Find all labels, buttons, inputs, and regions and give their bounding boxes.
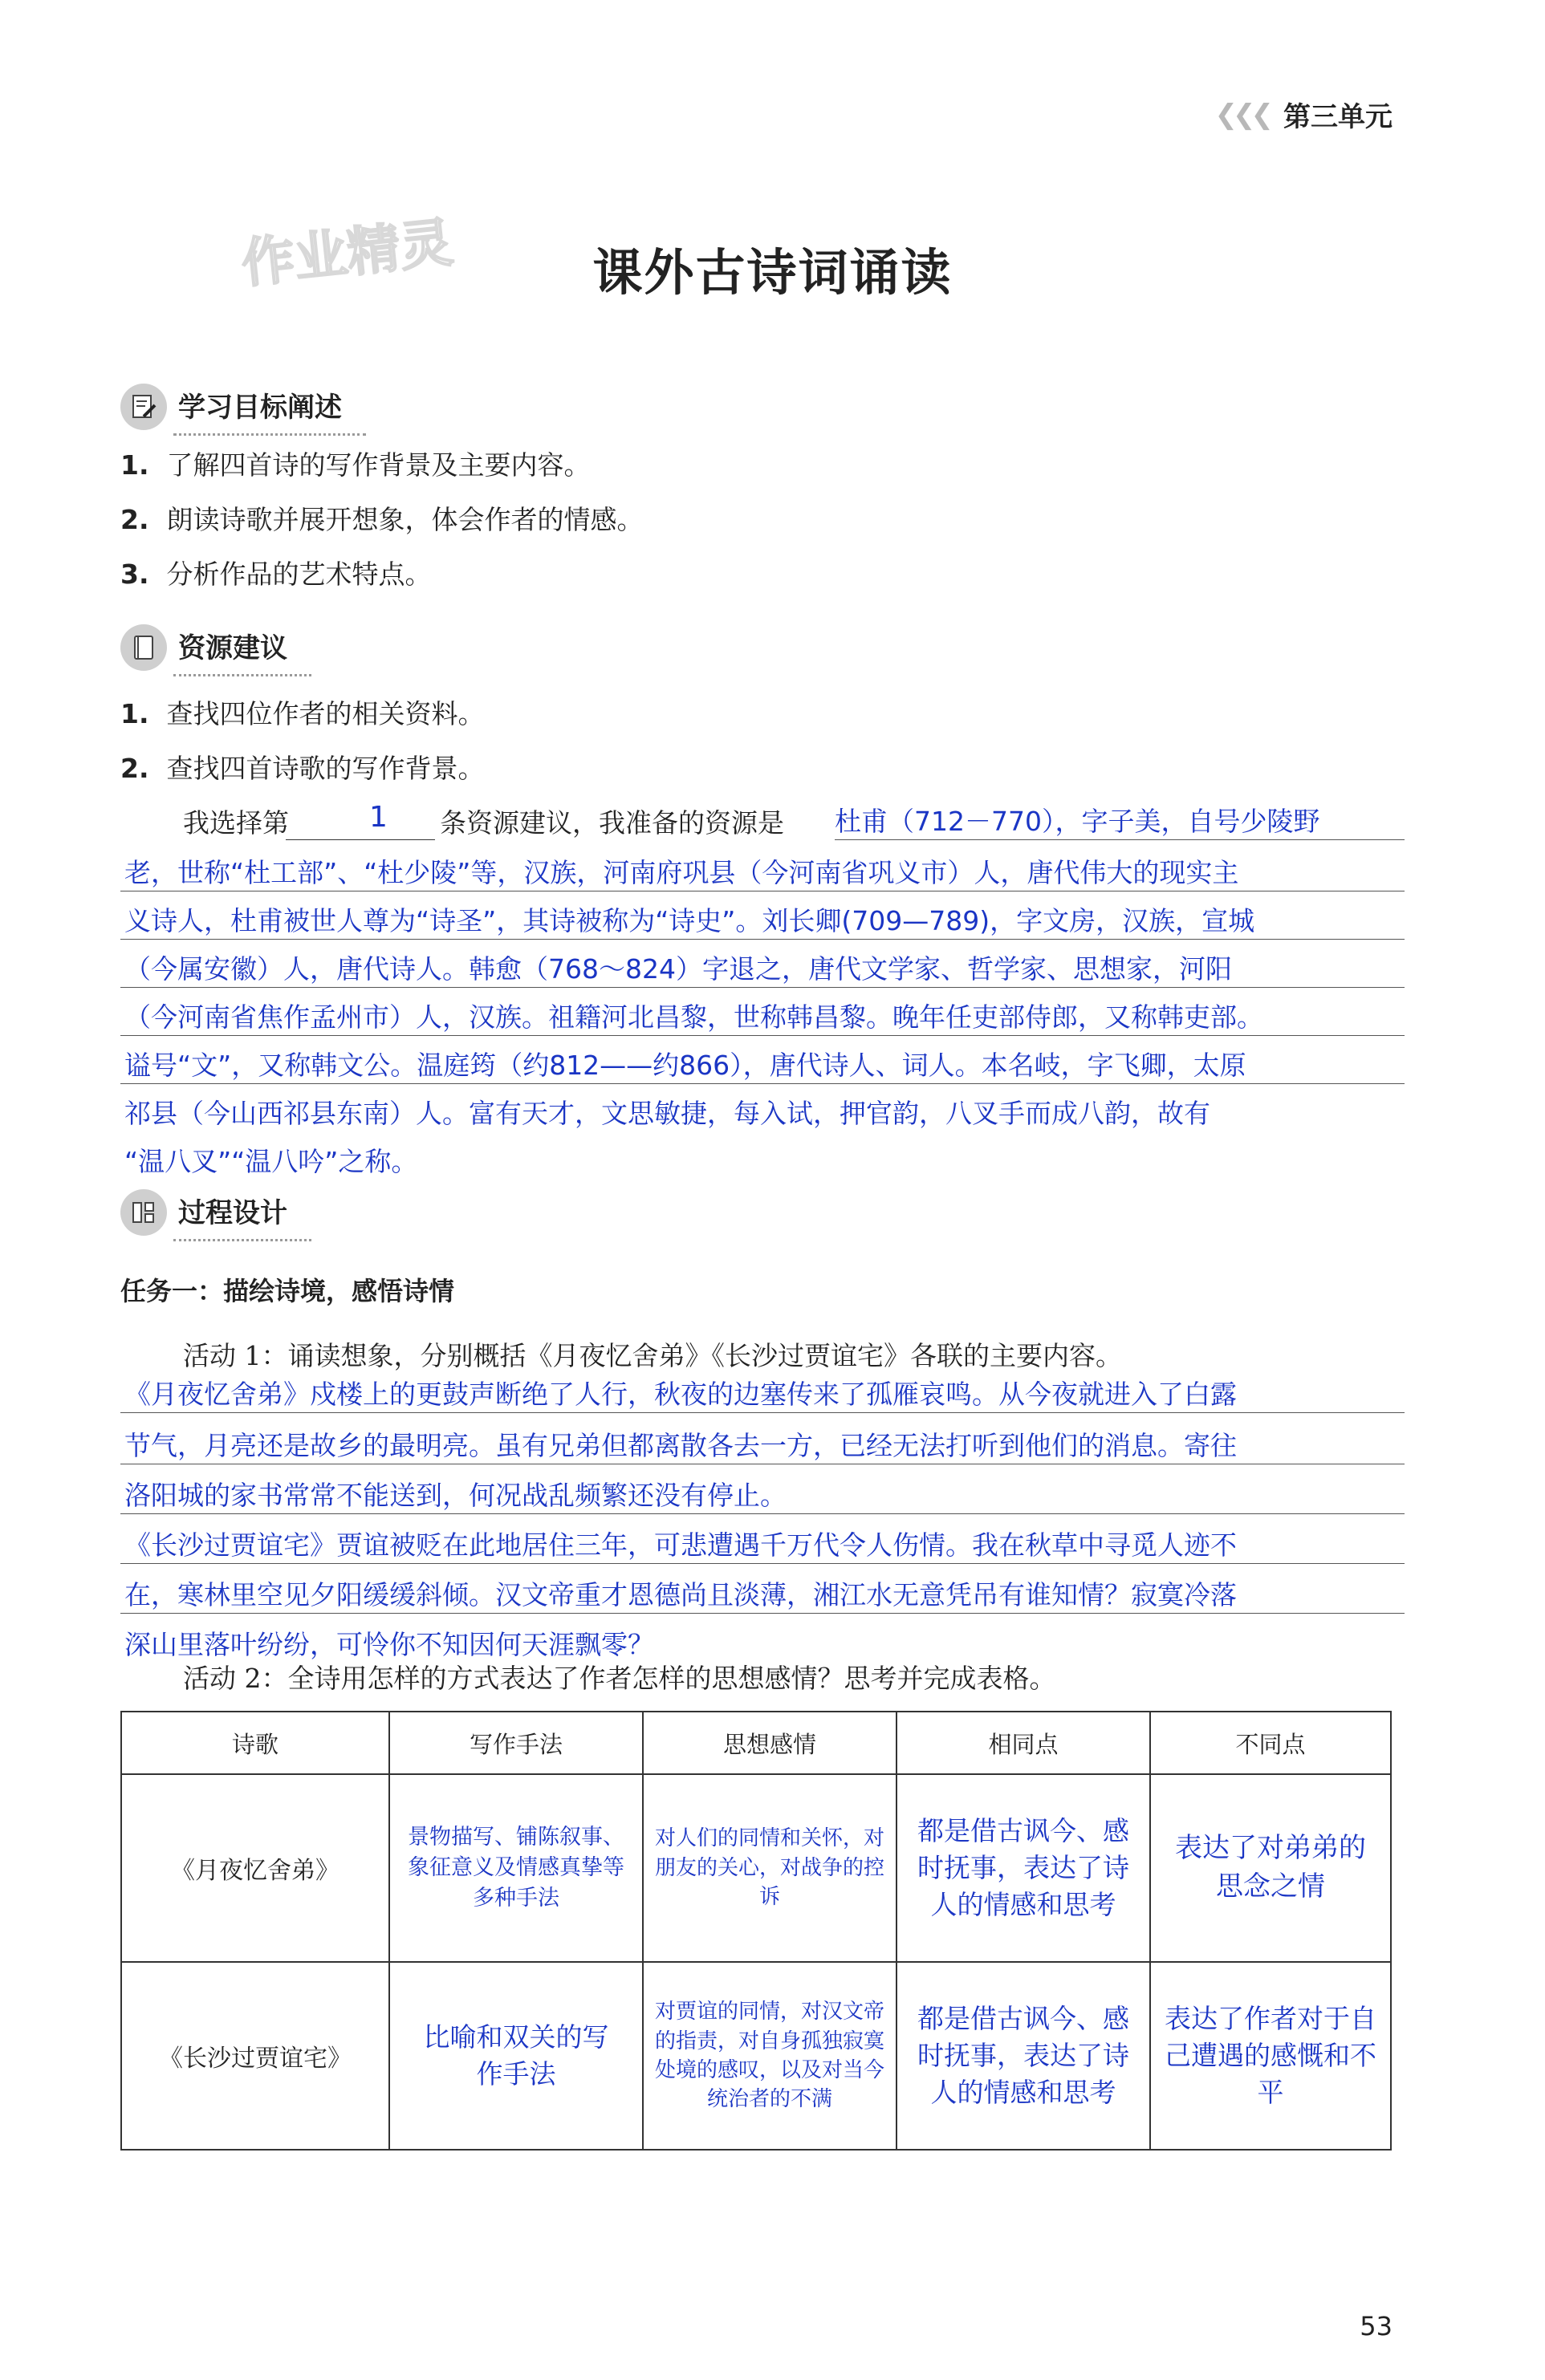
resource-choice-value: 1: [369, 801, 388, 834]
analysis-table: [120, 1711, 1392, 2151]
resource-answer-line: 杜甫（712－770），字子美，自号少陵野: [835, 806, 1320, 837]
answer-underline: [120, 987, 1405, 988]
book-icon: [120, 624, 167, 671]
table-row: [121, 1962, 1391, 2150]
activity-1-answer-line: 《月夜忆舍弟》戍楼上的更鼓声断绝了人行，秋夜的边塞传来了孤雁哀鸣。从今夜就进入了白露: [124, 1379, 1237, 1410]
resource-prompt-suffix: 条资源建议，我准备的资源是: [440, 807, 784, 839]
header-technique: 写作手法: [389, 1712, 643, 1774]
activity-1-answer-line: 洛阳城的家书常常不能送到，何况战乱频繁还没有停止。: [124, 1480, 787, 1511]
triple-chevron-icon: ❮❮❮: [1214, 98, 1269, 131]
header-diff: 不同点: [1150, 1712, 1391, 1774]
unit-label: 第三单元: [1283, 101, 1393, 133]
resource-answer-line: 义诗人，杜甫被世人尊为“诗圣”，其诗被称为“诗史”。刘长卿(709—789)，字文房，汉族，宣城: [124, 905, 1255, 936]
header-emotion: 思想感情: [643, 1712, 897, 1774]
resource-choice-blank[interactable]: [286, 839, 435, 840]
table-row: [121, 1774, 1391, 1962]
cell-poem: 《月夜忆舍弟》: [121, 1774, 389, 1962]
task-title: 任务一：描绘诗境，感悟诗情: [120, 1276, 455, 1306]
page-title: 课外古诗词诵读: [592, 243, 953, 302]
cell-diff[interactable]: 表达了作者对于自己遭遇的感慨和不平: [1150, 1962, 1391, 2150]
cell-technique[interactable]: 景物描写、铺陈叙事、象征意义及情感真挚等多种手法: [389, 1774, 643, 1962]
cell-emotion[interactable]: 对贾谊的同情，对汉文帝的指责，对自身孤独寂寞处境的感叹，以及对当今统治者的不满: [643, 1962, 897, 2150]
cell-same[interactable]: 都是借古讽今、感时抚事，表达了诗人的情感和思考: [897, 1774, 1150, 1962]
header-poem: 诗歌: [121, 1712, 389, 1774]
section-process-title: 过程设计: [178, 1191, 287, 1235]
resource-answer-line: （今属安徽）人，唐代诗人。韩愈（768～824）字退之，唐代文学家、哲学家、思想家，河阳: [124, 953, 1232, 985]
activity-1-answer-line: 《长沙过贾谊宅》贾谊被贬在此地居住三年，可悲遭遇千万代令人伤情。我在秋草中寻觅人迹不: [124, 1529, 1237, 1561]
section-objectives-title: 学习目标阐述: [178, 385, 342, 429]
answer-underline: [120, 1083, 1405, 1084]
answer-underline: [120, 1563, 1405, 1564]
unit-header: [1215, 95, 1393, 134]
flowchart-icon: [120, 1189, 167, 1236]
activity-1-answer-line: 深山里落叶纷纷，可怜你不知因何天涯飘零？: [124, 1629, 654, 1660]
section-process-header: [120, 1184, 287, 1241]
resource-answer-line: 谥号“文”，又称韩文公。温庭筠（约812——约866），唐代诗人、词人。本名岐，字飞卿，太原: [124, 1050, 1246, 1081]
activity-1-answer-line: 在，寒林里空见夕阳缓缓斜倾。汉文帝重才恩德尚且淡薄，湘江水无意凭吊有谁知情？寂寞冷落: [124, 1579, 1237, 1610]
objective-item: 1. 了解四首诗的写作背景及主要内容。: [120, 449, 591, 481]
cell-technique[interactable]: 比喻和双关的写作手法: [389, 1962, 643, 2150]
answer-underline: [120, 1613, 1405, 1614]
answer-underline: [120, 1035, 1405, 1036]
activity-1-prompt: 活动 1：诵读想象，分别概括《月夜忆舍弟》《长沙过贾谊宅》各联的主要内容。: [183, 1340, 1122, 1371]
resource-item: 2. 查找四首诗歌的写作背景。: [120, 753, 485, 784]
section-objectives-header: [120, 379, 342, 435]
header-same: 相同点: [897, 1712, 1150, 1774]
answer-underline: [120, 1513, 1405, 1514]
section-resources-header: [120, 619, 287, 676]
resource-answer-line: “温八叉”“温八吟”之称。: [124, 1146, 418, 1177]
activity-2-prompt: 活动 2：全诗用怎样的方式表达了作者怎样的思想感情？思考并完成表格。: [183, 1663, 1056, 1694]
answer-underline: [120, 1412, 1405, 1413]
resource-answer-line: （今河南省焦作孟州市）人，汉族。祖籍河北昌黎，世称韩昌黎。晚年任吏部侍郎，又称韩吏部。: [124, 1001, 1263, 1033]
cell-poem: 《长沙过贾谊宅》: [121, 1962, 389, 2150]
cell-emotion[interactable]: 对人们的同情和关怀，对朋友的关心，对战争的控诉: [643, 1774, 897, 1962]
answer-underline: [120, 939, 1405, 940]
table-header-row: [121, 1712, 1391, 1774]
watermark: 作业精灵: [238, 211, 456, 295]
cell-same[interactable]: 都是借古讽今、感时抚事，表达了诗人的情感和思考: [897, 1962, 1150, 2150]
resource-item: 1. 查找四位作者的相关资料。: [120, 698, 485, 729]
resource-answer-line: 老，世称“杜工部”、“杜少陵”等，汉族，河南府巩县（今河南省巩义市）人，唐代伟大的现实主: [124, 857, 1239, 888]
cell-diff[interactable]: 表达了对弟弟的思念之情: [1150, 1774, 1391, 1962]
section-resources-title: 资源建议: [178, 626, 287, 670]
activity-1-answer-line: 节气，月亮还是故乡的最明亮。虽有兄弟但都离散各去一方，已经无法打听到他们的消息。寄往: [124, 1430, 1237, 1461]
resource-prompt-prefix: 我选择第: [183, 807, 289, 839]
resource-answer-line: 祁县（今山西祁县东南）人。富有天才，文思敏捷，每入试，押官韵，八叉手而成八韵，故有: [124, 1098, 1210, 1129]
pencil-paper-icon: [120, 384, 167, 430]
objective-item: 3. 分析作品的艺术特点。: [120, 558, 432, 590]
page-number: 53: [1360, 2311, 1393, 2341]
answer-underline: [835, 839, 1405, 840]
objective-item: 2. 朗读诗歌并展开想象，体会作者的情感。: [120, 504, 644, 535]
